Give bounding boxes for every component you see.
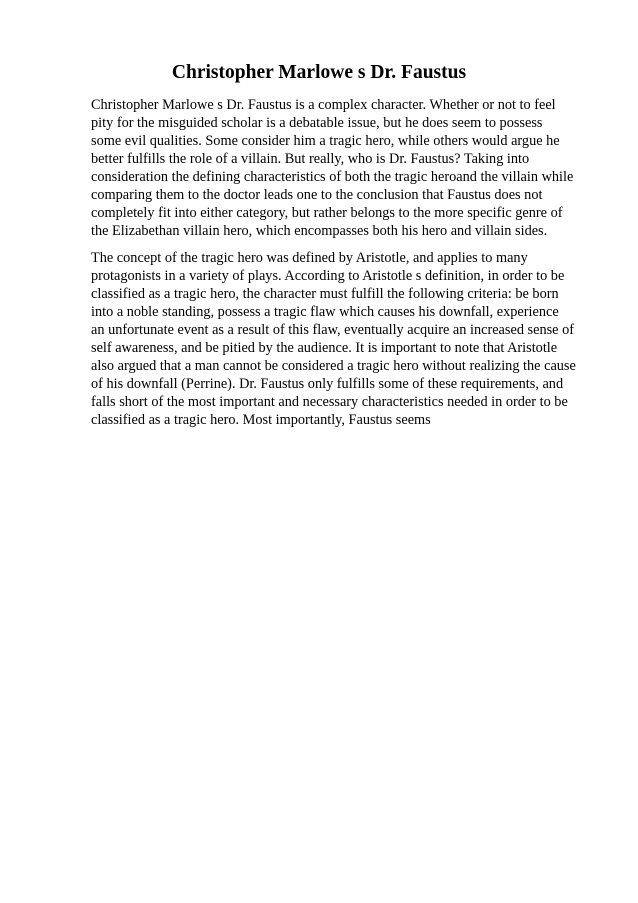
paragraph-line: better fulfills the role of a villain. But really, who is Dr. Faustus? Taking into: [91, 151, 530, 167]
paragraph-line: also argued that a man cannot be considered a tragic hero without realizing the cause: [91, 358, 576, 374]
paragraph-line: The concept of the tragic hero was defined by Aristotle, and applies to many: [91, 250, 528, 266]
paragraph-1: [91, 96, 591, 240]
paragraph-line: some evil qualities. Some consider him a tragic hero, while others would argue he: [91, 133, 560, 149]
paragraph-line: an unfortunate event as a result of this flaw, eventually acquire an increased sense of: [91, 322, 574, 338]
paragraph-line: comparing them to the doctor leads one to the conclusion that Faustus does not: [91, 187, 543, 203]
paragraph-line: classified as a tragic hero, the character must fulfill the following criteria: be born: [91, 286, 559, 302]
paragraph-line: protagonists in a variety of plays. According to Aristotle s definition, in order to be: [91, 268, 565, 284]
document-title: Christopher Marlowe s Dr. Faustus: [171, 62, 467, 83]
paragraph-line: consideration the defining characteristics of both the tragic heroand the villain while: [91, 169, 574, 185]
paragraph-line: of his downfall (Perrine). Dr. Faustus only fulfills some of these requirements, and: [91, 376, 564, 392]
paragraph-line: self awareness, and be pitied by the audience. It is important to note that Aristotle: [91, 340, 558, 356]
paragraph-2: [91, 249, 591, 429]
paragraph-line: into a noble standing, possess a tragic flaw which causes his downfall, experience: [91, 304, 559, 320]
paragraph-line: completely fit into either category, but rather belongs to the more specific genre of: [91, 205, 563, 221]
paragraph-line: classified as a tragic hero. Most importantly, Faustus seems: [91, 412, 431, 428]
paragraph-line: pity for the misguided scholar is a debatable issue, but he does seem to possess: [91, 115, 543, 131]
paragraph-line: the Elizabethan villain hero, which encompasses both his hero and villain sides.: [91, 223, 548, 239]
paragraph-line: falls short of the most important and necessary characteristics needed in order to be: [91, 394, 568, 410]
paragraph-line: Christopher Marlowe s Dr. Faustus is a complex character. Whether or not to feel: [91, 97, 556, 113]
